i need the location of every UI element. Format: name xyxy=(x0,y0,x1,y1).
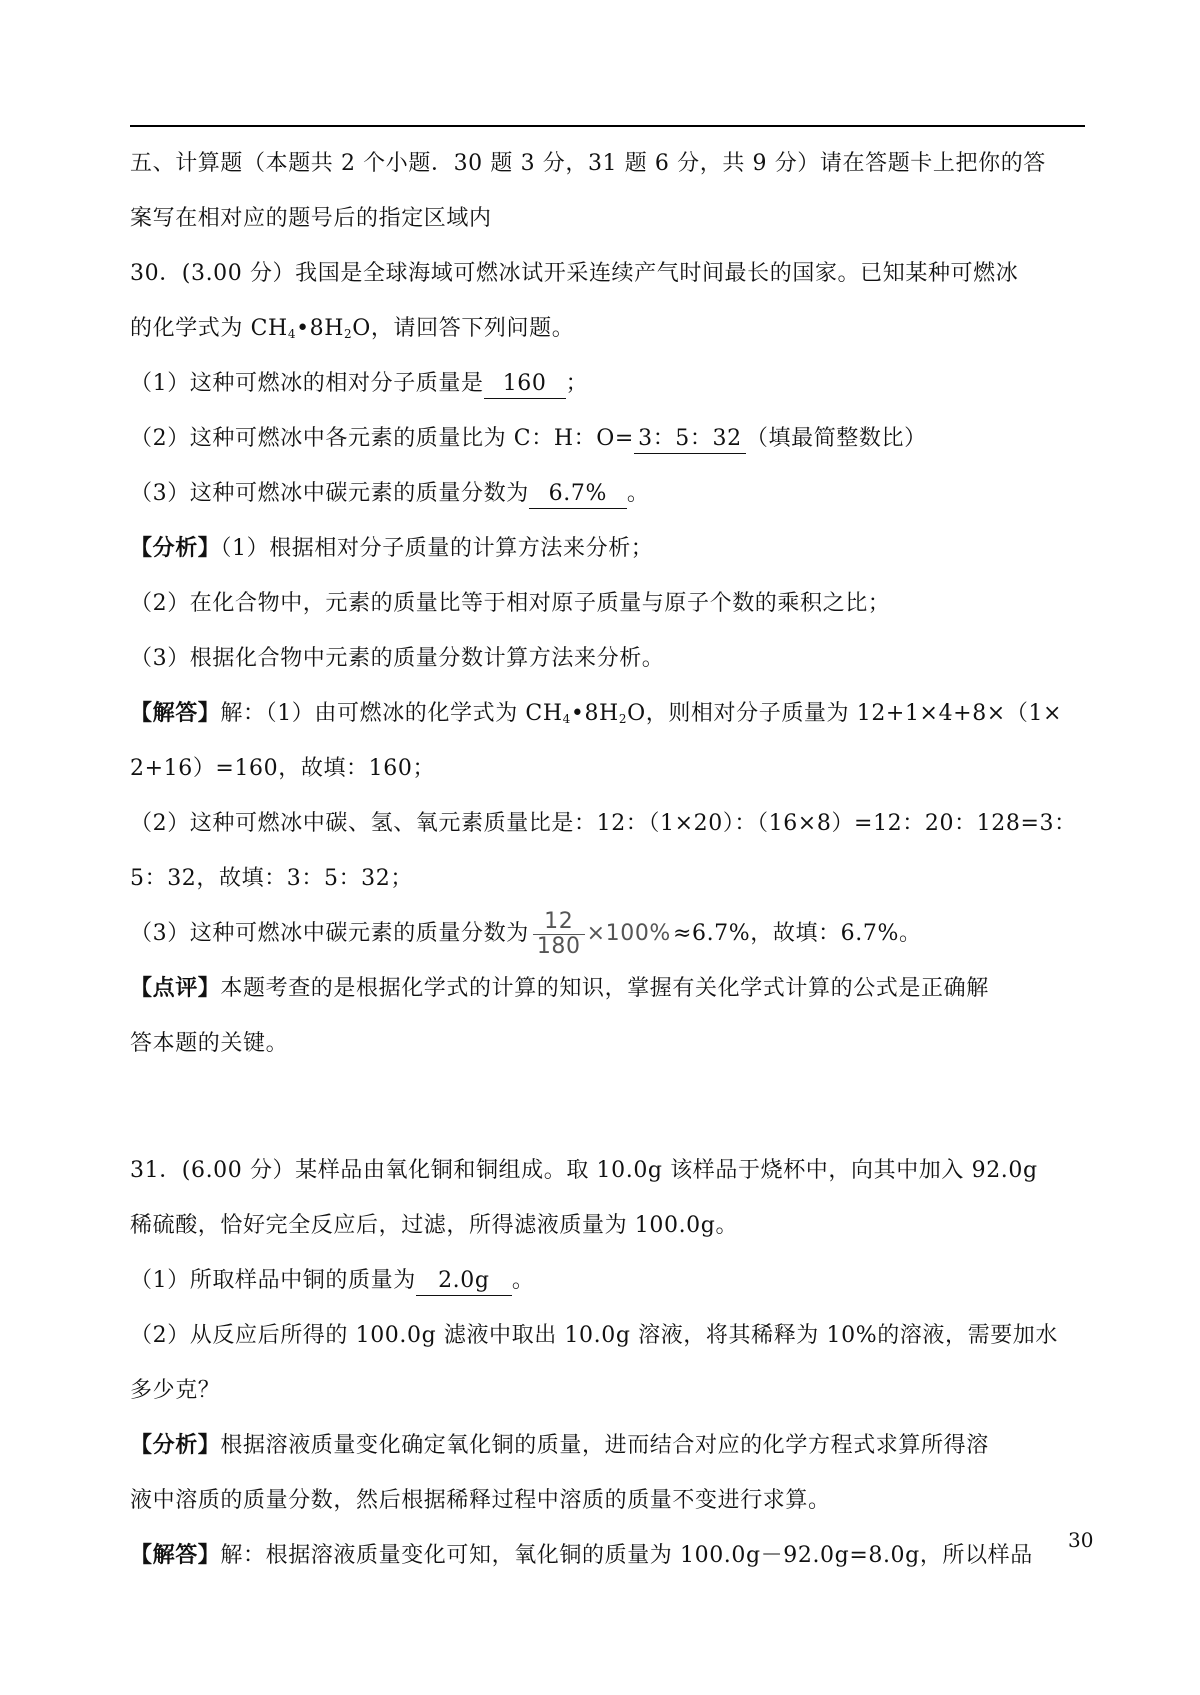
q31-part2-line2: 多少克？ xyxy=(130,1378,221,1403)
q30-analysis-line2: （2）在化合物中，元素的质量比等于相对原子质量与原子个数的乘积之比； xyxy=(130,591,891,616)
section-heading-line2: 案写在相对应的题号后的指定区域内 xyxy=(130,206,492,231)
q30-part3-answer-blank: 6.7% xyxy=(529,480,627,509)
q30-part3: （3）这种可燃冰中碳元素的质量分数为 6.7% 。 xyxy=(130,466,1090,521)
q31-stem-line1: 31．(6.00 分）某样品由氧化铜和铜组成。取 10.0g 该样品于烧杯中，向其中加入 92.0g xyxy=(130,1158,1038,1183)
section-heading-line1: 五、计算题（本题共 2 个小题．30 题 3 分，31 题 6 分，共 9 分）请在答题卡上把你的答 xyxy=(130,151,1046,176)
q31-analysis-line2: 液中溶质的质量分数，然后根据稀释过程中溶质的质量不变进行求算。 xyxy=(130,1488,831,1513)
q31-part1-answer-blank: 2.0g xyxy=(416,1267,512,1296)
answer-tag: 【解答】 xyxy=(130,700,221,726)
q30-review-line2: 答本题的关键。 xyxy=(130,1031,289,1056)
page-number: 30 xyxy=(1068,1528,1094,1552)
fraction xyxy=(533,910,585,959)
q31-answer-line1: 【解答】解：根据溶液质量变化可知，氧化铜的质量为 100.0g－92.0g=8.0g，所以样品 xyxy=(130,1542,1033,1568)
analysis-tag: 【分析】 xyxy=(130,1432,221,1458)
q30-answer-line5: （3）这种可燃冰中碳元素的质量分数为 $\frac{12}{180}$ ×100%≈6.7%，故填：6.7%。 xyxy=(130,908,922,959)
q30-part1-answer-blank: 160 xyxy=(484,370,566,399)
q31-part2-line1: （2）从反应后所得的 100.0g 滤液中取出 10.0g 溶液，将其稀释为 10%的溶液，需要加水 xyxy=(130,1323,1058,1348)
q30-analysis-line3: （3）根据化合物中元素的质量分数计算方法来分析。 xyxy=(130,646,665,671)
header-rule xyxy=(130,125,1085,127)
q30-stem-line1: 30．(3.00 分）我国是全球海域可燃冰试开采连续产气时间最长的国家。已知某种可燃冰 xyxy=(130,261,1019,286)
fraction-numerator: 12 xyxy=(544,908,574,934)
answer-tag: 【解答】 xyxy=(130,1542,221,1568)
q31-part1: （1）所取样品中铜的质量为 2.0g 。 xyxy=(130,1253,1090,1308)
q30-part2-answer-blank: 3：5：32 xyxy=(634,425,746,454)
q30-stem-line2: 的化学式为 $CH_4•8H_2O$，请回答下列问题。 xyxy=(130,316,575,341)
fraction-denominator: 180 xyxy=(533,934,585,959)
q30-part2: （2）这种可燃冰中各元素的质量比为 C：H：O= 3：5：32 （填最简整数比） xyxy=(130,411,1090,466)
q30-answer-line1: 【解答】解：（1）由可燃冰的化学式为 $CH_4•8H_2O$，则相对分子质量为 12+1×4+8×（1× xyxy=(130,700,1063,726)
question-spacer xyxy=(130,1071,1090,1143)
q30-part1: （1）这种可燃冰的相对分子质量是 160 ； xyxy=(130,356,1090,411)
q30-answer-line3: （2）这种可燃冰中碳、氢、氧元素质量比是：12：（1×20）：（16×8）=12：20：128=3： xyxy=(130,811,1077,836)
q30-answer-line4: 5：32，故填：3：5：32； xyxy=(130,866,413,891)
review-tag: 【点评】 xyxy=(130,975,221,1001)
analysis-tag: 【分析】 xyxy=(130,535,221,561)
q30-answer-line2: 2+16）=160，故填：160； xyxy=(130,756,436,781)
q31-analysis-line1: 【分析】根据溶液质量变化确定氧化铜的质量，进而结合对应的化学方程式求算所得溶 xyxy=(130,1432,989,1458)
q30-analysis-line1: 【分析】（1）根据相对分子质量的计算方法来分析； xyxy=(130,535,654,561)
q31-stem-line2: 稀硫酸，恰好完全反应后，过滤，所得滤液质量为 100.0g。 xyxy=(130,1213,739,1238)
q30-review-line1: 【点评】本题考查的是根据化学式的计算的知识，掌握有关化学式计算的公式是正确解 xyxy=(130,975,989,1001)
document-body xyxy=(130,136,1090,1583)
